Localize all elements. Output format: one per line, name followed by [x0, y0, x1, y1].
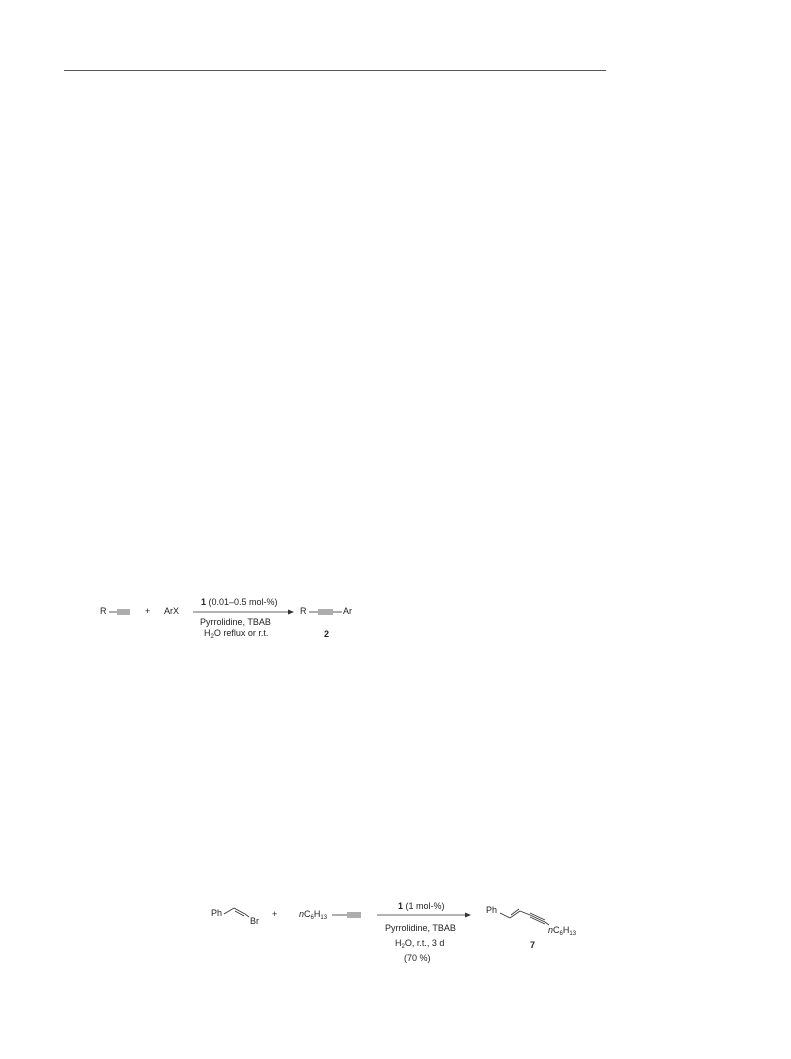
product-ph: Ph	[486, 905, 498, 915]
conditions-line-2: $H_2O$ reflux or r.t.	[204, 628, 269, 640]
plus-sign: +	[145, 606, 151, 616]
product-number: 2	[324, 629, 330, 639]
reactant1-ph: Ph	[211, 908, 223, 918]
catalyst-number: 1	[398, 901, 404, 911]
aryl-halide: ArX	[164, 606, 180, 616]
reactant2-alkyl: $nC_6H_{13}$	[299, 909, 328, 921]
product-alkyl: $nC_6H_{13}$	[548, 925, 577, 937]
reaction-yield: (70 %)	[404, 953, 431, 963]
product-number: 7	[530, 940, 536, 950]
reactant-r: R	[100, 606, 107, 616]
catalyst-loading: (1 mol-%)	[403, 901, 445, 911]
catalyst-label	[398, 901, 445, 912]
conditions-line-1: Pyrrolidine, TBAB	[385, 923, 456, 933]
plus-sign: +	[272, 909, 278, 919]
conditions-line-1: Pyrrolidine, TBAB	[200, 617, 271, 627]
product-r: R	[300, 606, 307, 616]
catalyst-loading: (0.01–0.5 mol-%)	[206, 597, 278, 607]
reactant1-br: Br	[250, 916, 259, 926]
catalyst-number: 1	[201, 597, 207, 607]
product-ar: Ar	[343, 606, 352, 616]
conditions-line-2: $H_2O$, r.t., 3 d	[395, 938, 445, 950]
